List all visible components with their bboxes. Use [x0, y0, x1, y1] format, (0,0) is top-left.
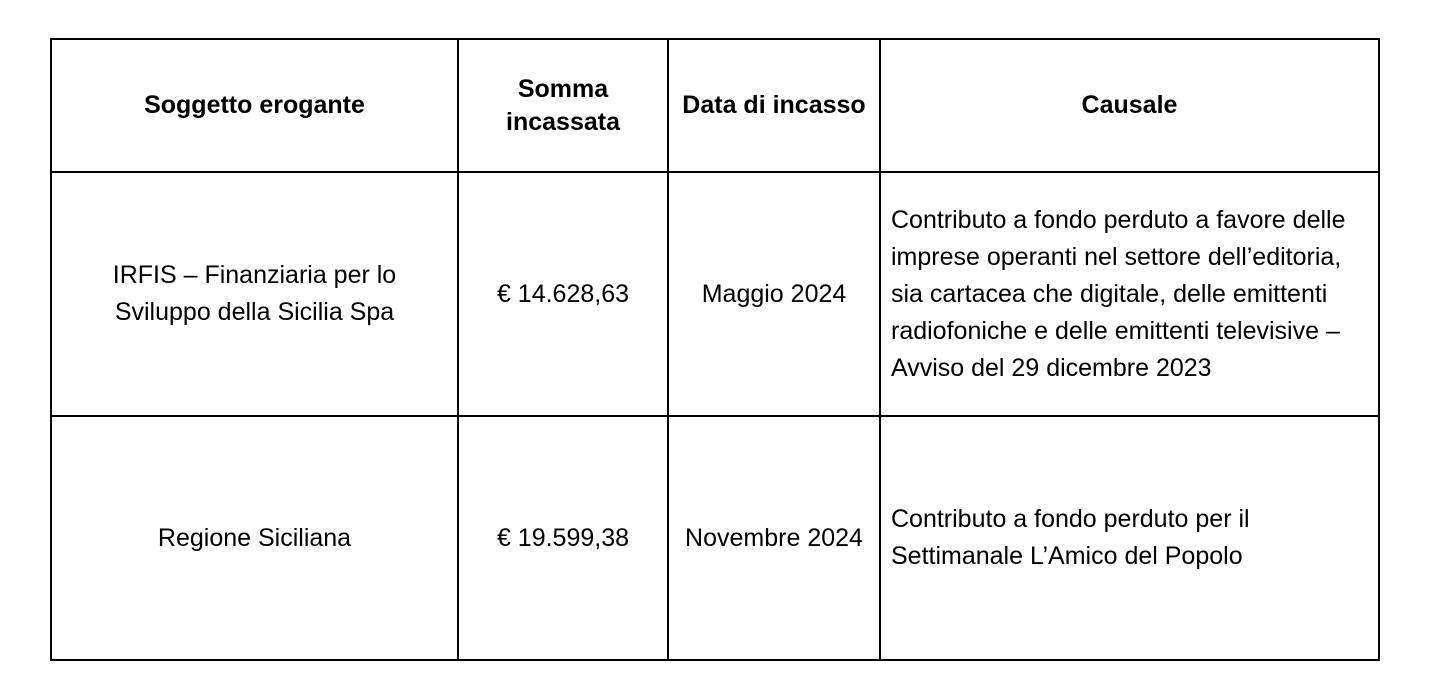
- cell-causale: Contributo a fondo perduto a favore delle imprese operanti nel settore dell’editoria, sia cartacea che digitale, delle emittenti radiofoniche e delle emittenti televisive – Avviso del 29 dicembre 2023: [880, 172, 1379, 416]
- table-header-row: [51, 39, 1379, 172]
- cell-somma: € 14.628,63: [458, 172, 668, 416]
- cell-soggetto: Regione Siciliana: [51, 416, 458, 660]
- table-row: [51, 416, 1379, 660]
- cell-data: Novembre 2024: [668, 416, 880, 660]
- grants-table: [50, 38, 1380, 661]
- header-data-di-incasso: Data di incasso: [668, 39, 880, 172]
- cell-causale: Contributo a fondo perduto per il Settimanale L’Amico del Popolo: [880, 416, 1379, 660]
- header-somma-incassata: Somma incassata: [458, 39, 668, 172]
- table-row: [51, 172, 1379, 416]
- header-causale: Causale: [880, 39, 1379, 172]
- cell-soggetto: IRFIS – Finanziaria per lo Sviluppo della Sicilia Spa: [51, 172, 458, 416]
- header-soggetto-erogante: Soggetto erogante: [51, 39, 458, 172]
- cell-somma: € 19.599,38: [458, 416, 668, 660]
- cell-data: Maggio 2024: [668, 172, 880, 416]
